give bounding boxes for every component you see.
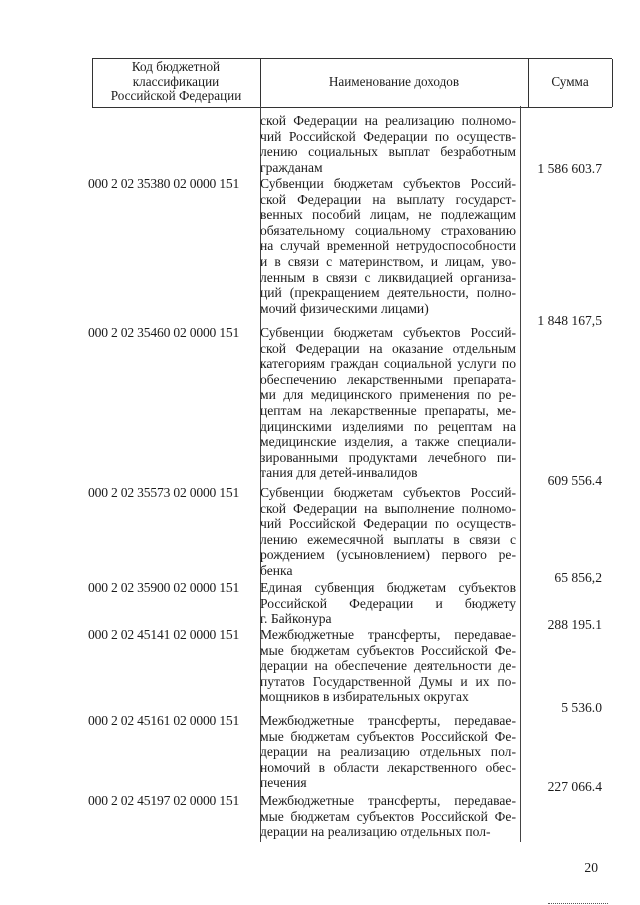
income-description [260,627,516,705]
description-line: дицинскими изделиями по рецептам на [260,418,516,434]
description-line: Субвенции бюджетам субъектов Россий- [260,325,516,340]
amount-value: 1 848 167,5 [537,313,602,328]
description-line: венных пособий лицам, не подлежащим [260,207,516,223]
income-description [260,176,516,316]
description-line: мощников в избирательных округах [260,689,469,705]
description-line: мочий физическими лицами) [260,300,429,316]
description-line: обязательному социальному страхованию [260,222,516,238]
budget-code: 000 2 02 45161 02 0000 151 [88,713,240,728]
header-code [92,60,260,104]
header-sum: Сумма [551,74,589,89]
description-line: дерации на реализацию отдельных пол- [260,824,491,840]
description-line: номочий в области лекарственного обес- [260,759,516,775]
description-line: Российской Федерации и бюджету [260,595,516,611]
description-line: и в связи с материнством, и лицам, уво- [260,253,516,269]
budget-code: 000 2 02 35380 02 0000 151 [88,176,240,191]
footer-rule [548,903,608,904]
description-line: медицинские изделия, а также специали- [260,434,516,450]
description-line: зированными продуктами лечебного пи- [260,449,516,465]
budget-code: 000 2 02 35460 02 0000 151 [88,325,240,340]
description-line: бенка [260,562,293,578]
description-line: дерации на реализацию отдельных пол- [260,744,516,760]
description-line: ской Федерации на реализацию полномо- [260,113,516,128]
description-line: ской Федерации на выплату государст- [260,191,516,207]
amount-value: 5 536.0 [561,700,602,715]
description-line: путатов Государственной Думы и их по- [260,673,516,689]
description-line: гражданам [260,159,323,175]
description-line: на случай временной нетрудоспособности [260,238,516,254]
description-line: рождением (усыновлением) первого ре- [260,547,516,563]
description-line: г. Байконура [260,611,332,627]
description-line: мые бюджетам субъектов Российской Фе- [260,808,516,824]
budget-code: 000 2 02 35900 02 0000 151 [88,580,240,595]
income-description [260,325,516,481]
income-description [260,580,516,627]
description-line: ской Федерации на оказание отдельным [260,340,516,356]
description-line: Субвенции бюджетам субъектов Россий- [260,176,516,191]
page-number: 20 [584,860,598,875]
description-line: Единая субвенция бюджетам субъектов [260,580,516,595]
description-line: ской Федерации на выполнение полномо- [260,500,516,516]
budget-code: 000 2 02 35573 02 0000 151 [88,485,240,500]
description-line: тания для детей-инвалидов [260,465,418,481]
description-line: Субвенции бюджетам субъектов Россий- [260,485,516,500]
description-line: ций (прекращением деятельности, полно- [260,285,516,301]
header-name: Наименование доходов [328,74,460,89]
description-line: ленным в связи с ликвидацией организа- [260,269,516,285]
description-line: ми для медицинского применения по ре- [260,387,516,403]
description-line: лению ежемесячной выплаты в связи с [260,531,516,547]
description-line: Межбюджетные трансферты, передавае- [260,793,516,808]
amount-value: 609 556.4 [547,473,602,488]
header-code-line: Российской Федерации [110,88,242,104]
amount-value: 65 856,2 [554,570,602,585]
income-description [260,793,516,840]
table-header [92,58,612,108]
header-code-line: Код бюджетной [131,59,221,74]
description-line: лению социальных выплат безработным [260,144,516,160]
income-description [260,485,516,579]
amount-value: 288 195.1 [547,617,602,632]
description-line: чий Российской Федерации по осуществ- [260,128,516,144]
income-description [260,713,516,791]
income-description [260,113,516,175]
description-line: мые бюджетам субъектов Российской Фе- [260,728,516,744]
amount-value: 1 586 603.7 [537,161,602,176]
description-line: чий Российской Федерации по осуществ- [260,516,516,532]
budget-code: 000 2 02 45141 02 0000 151 [88,627,240,642]
description-line: обеспечению лекарственными препарата- [260,371,516,387]
description-line: мые бюджетам субъектов Российской Фе- [260,642,516,658]
description-line: Межбюджетные трансферты, передавае- [260,627,516,642]
header-code-line: классификации [132,73,220,89]
budget-code: 000 2 02 45197 02 0000 151 [88,793,240,808]
description-line: дерации на обеспечение деятельности де- [260,658,516,674]
description-line: Межбюджетные трансферты, передавае- [260,713,516,728]
amount-value: 227 066.4 [547,779,602,794]
description-line: печения [260,775,307,791]
description-line: цептам на лекарственные препараты, ме- [260,402,516,418]
description-line: категориям граждан социальной услуги по [260,356,516,372]
